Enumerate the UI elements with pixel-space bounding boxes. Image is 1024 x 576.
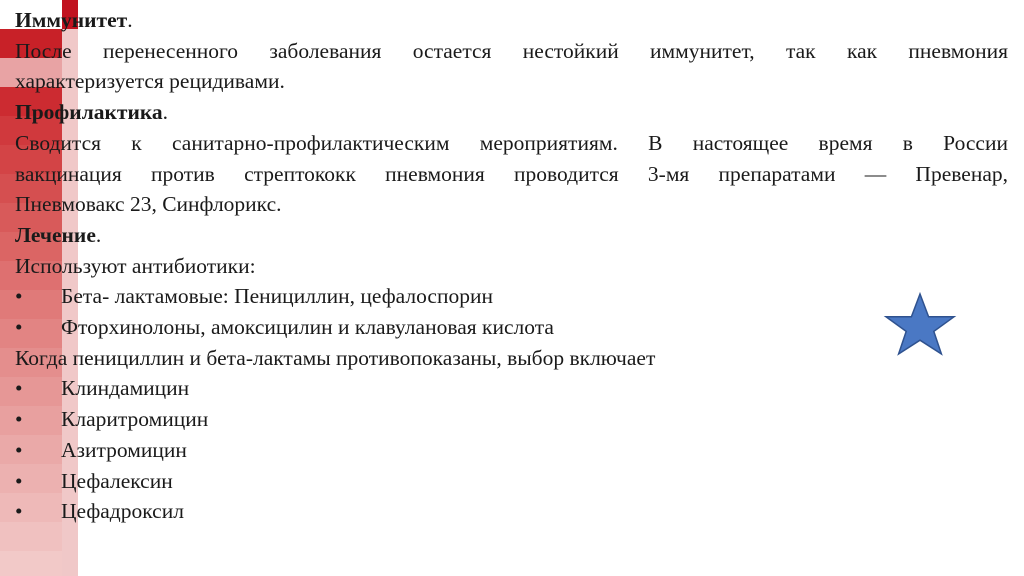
list-item-text: Кларитромицин (61, 407, 209, 432)
prevention-text-line-2: вакцинация против стрептококк пневмония проводится 3-мя препаратами — Превенар, (15, 161, 1008, 186)
star-shape (886, 294, 954, 354)
treatment-heading-line (15, 220, 1008, 251)
alternative-intro: Когда пенициллин и бета-лактамы противопоказаны, выбор включает (15, 345, 656, 370)
bullet-icon: • (15, 437, 23, 462)
stripe (0, 551, 62, 576)
bullet-icon: • (15, 468, 23, 493)
list-item (15, 435, 1008, 466)
bullet-icon: • (15, 376, 23, 401)
immunity-text-line-1: После перенесенного заболевания остается нестойкий иммунитет, так как пневмония (15, 38, 1008, 63)
list-item-text: Фторхинолоны, амоксицилин и клавулановая кислота (61, 315, 554, 340)
list-item (15, 281, 1008, 312)
prevention-heading-line (15, 97, 1008, 128)
list-item (15, 312, 1008, 343)
star-icon (883, 292, 957, 356)
list-item (15, 496, 1008, 527)
list-item (15, 404, 1008, 435)
treatment-heading: Лечение (15, 222, 96, 247)
list-item (15, 373, 1008, 404)
list-item (15, 466, 1008, 497)
list-item-text: Бета- лактамовые: Пенициллин, цефалоспорин (61, 284, 493, 309)
list-item-text: Цефадроксил (61, 499, 184, 524)
list-item-text: Цефалексин (61, 468, 173, 493)
heading-period: . (162, 100, 169, 125)
immunity-heading-line (15, 5, 1008, 36)
list-item-text: Клиндамицин (61, 376, 190, 401)
prevention-heading: Профилактика (15, 100, 163, 125)
slide-content (15, 5, 1008, 527)
prevention-text-line-1: Сводится к санитарно-профилактическим мероприятиям. В настоящее время в России (15, 130, 1008, 155)
immunity-heading: Иммунитет (15, 8, 128, 32)
bullet-icon: • (15, 407, 23, 432)
immunity-text-line-2: характеризуется рецидивами. (15, 69, 285, 94)
prevention-text-line-3: Пневмовакс 23, Синфлорикс. (15, 192, 282, 217)
bullet-icon: • (15, 315, 23, 340)
treatment-intro: Используют антибиотики: (15, 253, 256, 278)
heading-period: . (95, 222, 102, 247)
bullet-icon: • (15, 499, 23, 524)
bullet-icon: • (15, 284, 23, 309)
heading-period: . (127, 8, 133, 32)
list-item-text: Азитромицин (61, 437, 187, 462)
